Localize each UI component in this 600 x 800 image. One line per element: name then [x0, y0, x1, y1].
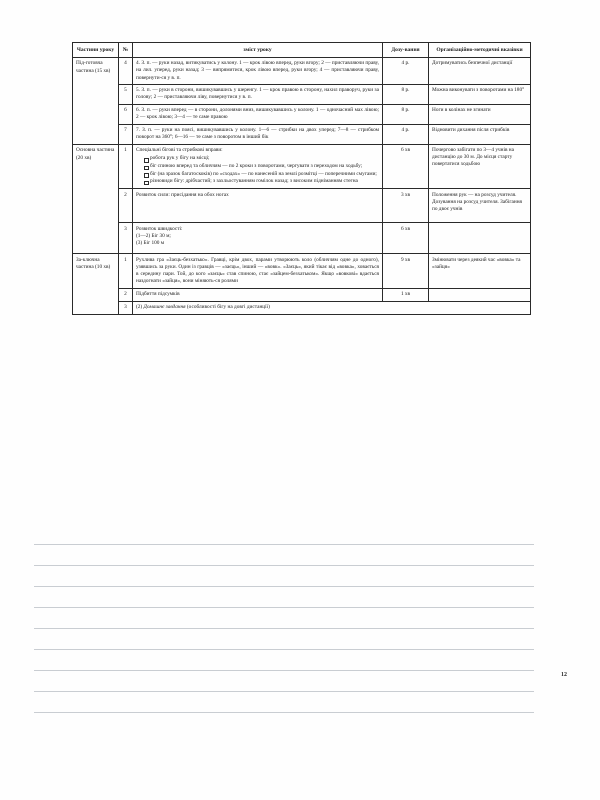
column-header-dosage: Дозу-вання [383, 43, 429, 58]
speed-sub-item: (1—2) Біг 30 м; [136, 232, 171, 239]
row-number: 2 [119, 189, 133, 223]
row-dosage: 6 хв [383, 223, 429, 254]
column-header-notes: Організаційно-методичні вказівки [429, 43, 531, 58]
column-header-number: № [119, 43, 133, 58]
row-number: 3 [119, 301, 133, 314]
row-content: 4. З. п. — руки назад, витикуватись у колону. 1 — крок лівою вперед, руки вгору; 2 — приставляючи праву, на лил. уперед, руки назад; 3 — випрямитися, крок лівою вперед, руки вгору; 4 — приставляючи праву, повернути-ся у в. п. [133, 58, 383, 85]
row-dosage: 6 хв [383, 145, 429, 189]
row-number: 2 [119, 288, 133, 301]
row-number: 5 [119, 85, 133, 105]
table-header-row [73, 43, 531, 58]
row-dosage: 1 хв [383, 288, 429, 301]
drill-list [136, 155, 379, 185]
row-dosage: 8 р. [383, 105, 429, 125]
row-number: 7 [119, 125, 133, 145]
note-line [34, 587, 534, 608]
table-row [73, 145, 531, 189]
lesson-plan-table-container [72, 42, 530, 315]
row-number: 1 [119, 145, 133, 189]
column-header-content: зміст уроку [133, 43, 383, 58]
row-notes: Дотримуватись безпечної дистанції [429, 58, 531, 85]
note-line [34, 692, 534, 713]
row-content: Розвиток сили: присідання на обох ногах [133, 189, 383, 223]
drill-list-lead: Спеціальні бігові та стрибкові вправи: [136, 147, 223, 154]
row-notes: Положення рук — на розсуд учителя. Дозування на розсуд учителя. Забігання по двоє учнів [429, 189, 531, 223]
table-row [73, 189, 531, 223]
row-content: 5. З. п. — руки в сторони, вишикувавшись у шеренгу. 1 — крок правою в сторону, нахил праворуч, руки за голову; 2 — приставляючи ліву, повернутися у в. п. [133, 85, 383, 105]
speed-sub-item: (3) Біг 100 м [136, 239, 165, 246]
row-content [133, 145, 383, 189]
row-notes [429, 288, 531, 301]
table-row [73, 254, 531, 288]
row-number: 3 [119, 223, 133, 254]
row-content: 7. З. п. — руки на поясі, вишикувавшись у колону. 1—6 — стрибки на двох уперед; 7—8 — стрибком поворот на 360°; 6—16 — те саме з поворотом в інший бік [133, 125, 383, 145]
note-line [34, 608, 534, 629]
table-header [73, 43, 531, 58]
row-dosage: 4 р. [383, 58, 429, 85]
row-notes: Ноги в колінах не згинати [429, 105, 531, 125]
row-content: Підбиття підсумків [133, 288, 383, 301]
note-line [34, 671, 534, 692]
table-row [73, 85, 531, 105]
note-line [34, 650, 534, 671]
list-item: різновиди бігу: дрібчастий; з захльостуванням гомілок назад; з високим підніманням стегна [144, 178, 379, 185]
ruled-note-lines [34, 524, 534, 713]
note-line [34, 524, 534, 545]
table-row [73, 223, 531, 254]
section-label-main: Основна частина (20 хв) [73, 145, 119, 254]
homework-prefix: (2) [136, 303, 144, 310]
row-dosage: 3 хв [383, 189, 429, 223]
homework-label: Домашнє завдання [143, 303, 186, 310]
row-content-homework [133, 301, 531, 314]
list-item: біг (на зразок багатоскоків) по «сходах» — по нанесеній на землі розмітці — поперечними смугами; [144, 171, 379, 178]
row-content: 6. З. п. — руки вперед — в сторони, долонями вниз, вишикувавшись у колону. 1 — одночасний мах лівою; 2 — крок лівою; 3—4 — те саме правою [133, 105, 383, 125]
page-number: 12 [561, 672, 567, 678]
row-dosage: 9 хв [383, 254, 429, 288]
note-line [34, 545, 534, 566]
row-notes: Відновити дихання після стрибків [429, 125, 531, 145]
row-content: Рухлива гра «Заєць-безхатько». Гравці, крім двох, парами утворюють коло (обличчям одне до одного), узявшись за руки. Один із гравців — «заєць», інший — «вовк». «Заєць», який тікає від «вовка», ховається в середину пари. Той, до кого «заєць» став спиною, стає «зайцем-безхатьком». Якщо «вовкові» вдається наздогнати «зайця», вони міняють-ся ролями [133, 254, 383, 288]
note-line [34, 629, 534, 650]
column-header-part: Частини уроку [73, 43, 119, 58]
section-label-final: За-ключна частина (10 хв) [73, 254, 119, 314]
table-row [73, 301, 531, 314]
table-row [73, 125, 531, 145]
row-dosage: 8 р. [383, 85, 429, 105]
table-body [73, 58, 531, 314]
row-notes [429, 223, 531, 254]
row-notes: Змінювати через деякий час «вовка» та «зайця» [429, 254, 531, 288]
homework-suffix: (особливості бігу на довгі дистанції) [185, 303, 270, 310]
note-line [34, 566, 534, 587]
list-item: біг спиною вперед та обличчям — по 2 кроки з поворотами, чергувати з переходом на ходьбу; [144, 163, 379, 170]
row-number: 1 [119, 254, 133, 288]
row-number: 6 [119, 105, 133, 125]
row-number: 4 [119, 58, 133, 85]
table-row [73, 288, 531, 301]
row-dosage: 4 р. [383, 125, 429, 145]
row-notes: Можна виконувати з поворотами на 180° [429, 85, 531, 105]
row-content [133, 223, 383, 254]
table-row [73, 58, 531, 85]
lesson-plan-table [72, 42, 531, 315]
table-row [73, 105, 531, 125]
row-notes: Почергово забігати по 3—4 учнів на дистанцію до 30 м. До місця старту повертатися ходьбою [429, 145, 531, 189]
speed-section-lead: Розвиток швидкості: [136, 225, 183, 232]
section-label-preparatory: Під-готовча частина (15 хв) [73, 58, 119, 145]
list-item: робота рук у бігу на місці; [144, 155, 379, 162]
